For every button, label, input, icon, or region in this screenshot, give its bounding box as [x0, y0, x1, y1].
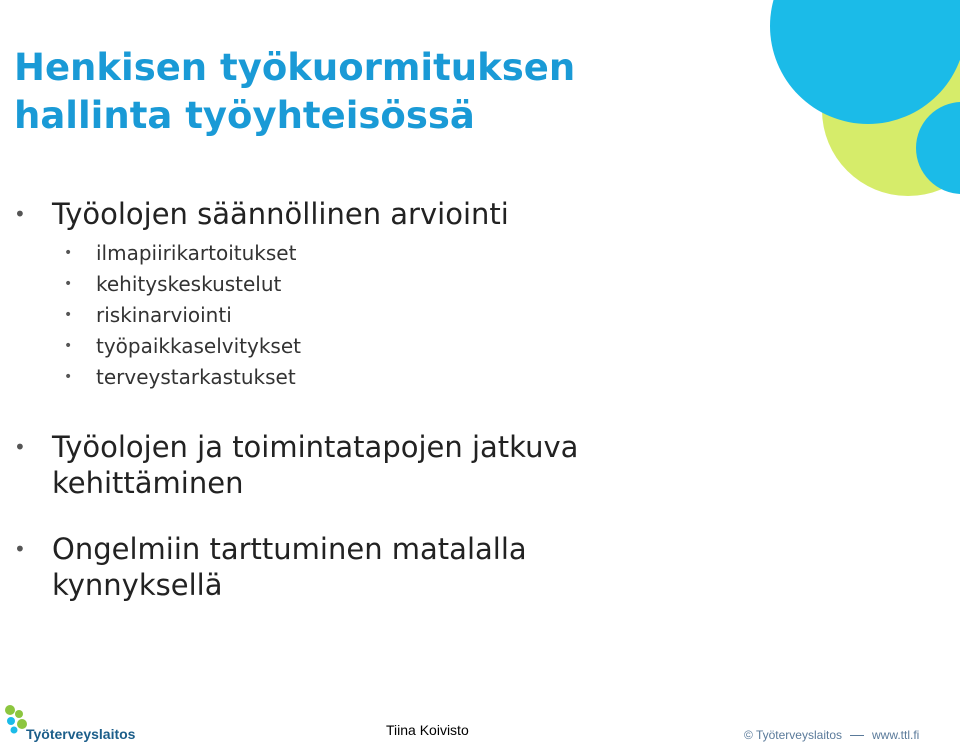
- title-line-1: Henkisen työkuormituksen: [14, 46, 576, 89]
- bullet-list: [0, 196, 760, 603]
- bullet-1: • Työolojen säännöllinen arviointi: [0, 196, 760, 232]
- sub-bullet: • ilmapiirikartoitukset: [0, 238, 760, 269]
- bullet-3-line-2: kynnyksellä: [52, 568, 223, 602]
- blue-circle-small: [916, 102, 960, 194]
- bullet-2-line-2: kehittäminen: [52, 466, 244, 500]
- bullet-2: [0, 429, 760, 501]
- bullet-2-line-1: Työolojen ja toimintatapojen jatkuva: [52, 430, 579, 464]
- sub-bullet: • työpaikkaselvitykset: [0, 331, 760, 362]
- logo-text: Työterveyslaitos: [26, 726, 136, 742]
- slide-title: [14, 44, 575, 140]
- sub-bullet: • kehityskeskustelut: [0, 269, 760, 300]
- footer-copyright: [744, 728, 919, 742]
- sub-bullet: • terveystarkastukset: [0, 362, 760, 393]
- bullet-1-sublist: [0, 238, 760, 393]
- title-line-2: hallinta työyhteisössä: [14, 94, 475, 137]
- footer-separator: [850, 735, 864, 736]
- copyright-text: © Työterveyslaitos: [744, 728, 842, 742]
- blue-circle-large: [770, 0, 960, 124]
- author-name: Tiina Koivisto: [386, 722, 469, 738]
- sub-bullet: • riskinarviointi: [0, 300, 760, 331]
- bullet-3: [0, 531, 760, 603]
- ttl-logo: [0, 700, 140, 748]
- footer-url[interactable]: www.ttl.fi: [872, 728, 920, 742]
- green-circle: [822, 24, 960, 196]
- bullet-3-line-1: Ongelmiin tarttuminen matalalla: [52, 532, 527, 566]
